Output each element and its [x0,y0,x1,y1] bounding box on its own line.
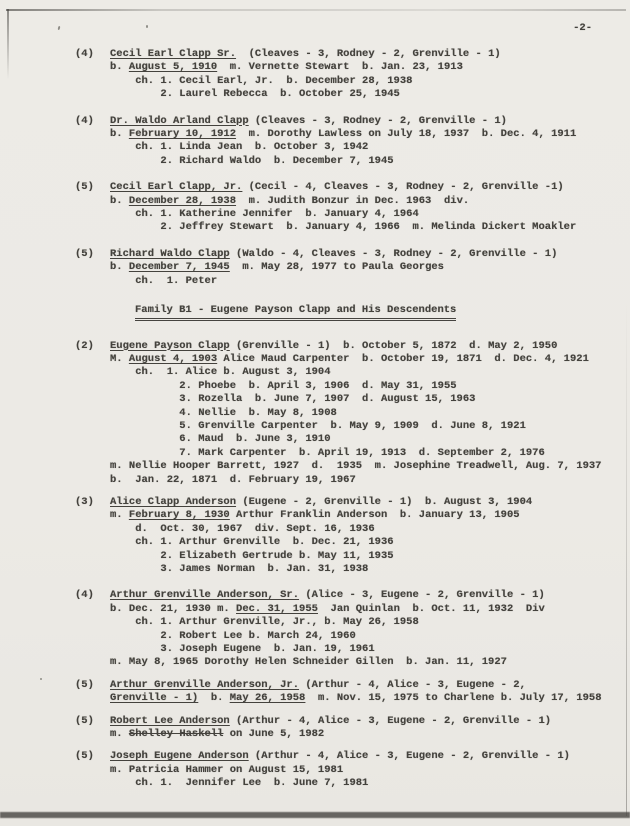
entry-text-line: 3. Rozella b. June 7, 1907 d. August 15, 1963 [110,393,476,406]
entry-text-line: b. February 10, 1912 m. Dorothy Lawless on July 18, 1937 b. Dec. 4, 1911 [110,128,577,141]
underlined-date: August 5, 1910 [128,61,218,74]
lineage-note: (Cecil - 4, Cleaves - 3, Rodney - 2, Grenville -1) [242,181,564,194]
lineage-note: (Alice - 3, Eugene - 2, Grenville - 1) [299,589,545,602]
lineage-note-continued: Grenville - 1) [110,692,199,705]
entry-text-line: ch. 1. Arthur Grenville b. Dec. 21, 1936 [110,536,394,549]
entry-text-line: b. December 7, 1945 m. May 28, 1977 to Paula Georges [110,261,444,274]
entry-text-line: ch. 1. Peter [110,274,218,287]
underlined-date: Dec. 31, 1955 [236,602,318,615]
genealogy-entry [75,340,630,487]
section-heading: Family B1 - Eugene Payson Clapp and His Descendents [135,304,630,320]
entry-headline [110,48,630,61]
entry-headline [110,750,630,763]
entry-text-line: 2. Jeffrey Stewart b. January 4, 1966 m. Melinda Dickert Moakler [110,221,577,234]
lineage-note: (Waldo - 4, Cleaves - 3, Rodney - 2, Grenville - 1) [229,247,558,260]
person-name: Cecil Earl Clapp, Jr. [110,181,243,194]
photocopy-edge-right [626,300,628,816]
person-name: Robert Lee Anderson [110,714,230,727]
entry-headline [110,340,630,353]
photocopy-edge-left [7,9,9,79]
entry-text-line: b. Dec. 21, 1930 m. Dec. 31, 1955 Jan Quinlan b. Oct. 11, 1932 Div [110,602,545,615]
lineage-note: (Cleaves - 3, Rodney - 2, Grenville - 1) [236,48,501,60]
entry-text-line: m. Nellie Hooper Barrett, 1927 d. 1935 m. Josephine Treadwell, Aug. 7, 1937 [110,460,602,473]
entry-text-line: m. Patricia Hammer on August 15, 1981 [110,763,344,776]
entry-text-line: 2. Phoebe b. April 3, 1906 d. May 31, 1955 [110,379,457,392]
entry-headline [110,679,630,692]
person-name: Cecil Earl Clapp Sr. [110,48,237,60]
entry-text-line: 7. Mark Carpenter b. April 19, 1913 d. September 2, 1976 [110,446,545,459]
generation-number: (4) [75,589,94,602]
genealogy-entry [75,589,630,669]
entry-headline [110,248,630,261]
entry-headline [110,181,630,194]
genealogy-entry [75,715,630,742]
generation-number: (3) [75,495,94,508]
generation-number: (5) [75,714,94,727]
lineage-note: (Cleaves - 3, Rodney - 2, Grenville - 1) [248,114,507,127]
entry-text-line: 5. Grenville Carpenter b. May 9, 1909 d. June 8, 1921 [110,419,526,432]
person-name: Arthur Grenville Anderson, Sr. [110,589,300,602]
entry-text-line: 2. Robert Lee b. March 24, 1960 [110,629,356,642]
person-name: Alice Clapp Anderson [110,495,237,508]
entry-text-line: ch. 1. Jennifer Lee b. June 7, 1981 [110,777,369,790]
entry-headline [110,715,630,728]
entry-text-line: 4. Nellie b. May 8, 1908 [110,406,337,419]
generation-number: (4) [75,48,94,60]
entry-text-line: 2. Richard Waldo b. December 7, 1945 [110,154,394,167]
entry-text-line: 2. Elizabeth Gertrude b. May 11, 1935 [110,549,394,562]
photocopy-edge-bottom [0,812,630,818]
entry-text-line: Grenville - 1) b. May 26, 1958 m. Nov. 15, 1975 to Charlene b. July 17, 1958 [110,692,602,705]
entry-text-line: ch. 1. Arthur Grenville, Jr., b. May 26, 1958 [110,616,419,629]
genealogy-entry [75,248,630,288]
genealogy-entry [75,48,630,102]
scan-speck [146,25,148,28]
underlined-date: February 10, 1912 [128,128,237,141]
lineage-note: (Arthur - 4, Alice - 3, Eugene - 2, Grenville - 1) [248,750,570,763]
genealogy-entry [75,115,630,169]
lineage-note: (Eugene - 2, Grenville - 1) b. August 3, 1904 [236,495,533,508]
entry-headline [110,496,630,509]
generation-number: (5) [75,181,94,194]
generation-number: (4) [75,114,94,127]
generation-number: (5) [75,750,94,763]
underlined-date: August 4, 1903 [128,352,218,365]
lineage-note: (Grenville - 1) b. October 5, 1872 d. May 2, 1950 [229,339,558,352]
person-name: Joseph Eugene Anderson [110,750,249,763]
underlined-date: December 28, 1938 [128,194,237,207]
person-name: Richard Waldo Clapp [110,247,230,260]
entry-text-line: b. Jan. 22, 1871 d. February 19, 1967 [110,473,356,486]
entry-text-line: b. August 5, 1910 m. Vernette Stewart b. Jan. 23, 1913 [110,61,463,74]
generation-number: (5) [75,247,94,260]
entry-text-line: ch. 1. Cecil Earl, Jr. b. December 28, 1938 [110,74,413,87]
entry-text-line: b. December 28, 1938 m. Judith Bonzur in Dec. 1963 div. [110,194,470,207]
genealogy-entry [75,679,630,706]
entry-headline [110,115,630,128]
entry-text-line: m. February 8, 1930 Arthur Franklin Anderson b. January 13, 1905 [110,509,520,522]
entry-text-line: ch. 1. Alice b. August 3, 1904 [110,366,331,379]
genealogy-entry [75,750,630,790]
entry-text-line: ch. 1. Linda Jean b. October 3, 1942 [110,141,369,154]
person-name: Arthur Grenville Anderson, Jr. [110,678,300,691]
entry-text-line: 3. Joseph Eugene b. Jan. 19, 1961 [110,643,375,656]
entry-text-line: 3. James Norman b. Jan. 31, 1938 [110,563,369,575]
entry-text-line: m. Shelley Haskell on June 5, 1982 [110,728,325,741]
entry-text-line: d. Oct. 30, 1967 div. Sept. 16, 1936 [110,522,375,535]
page-number: -2- [573,22,592,34]
genealogy-entry [75,496,630,576]
lineage-note: (Arthur - 4, Alice - 3, Eugene - 2, [299,678,526,691]
scan-speck [40,678,42,680]
lineage-note: (Arthur - 4, Alice - 3, Eugene - 2, Grenville - 1) [229,714,552,727]
person-name: Dr. Waldo Arland Clapp [110,114,249,127]
spouse-name: Shelley Haskell [128,728,224,741]
genealogy-entry [75,181,630,235]
photocopy-edge-top [6,9,626,11]
generation-number: (5) [75,678,94,691]
underlined-date: December 7, 1945 [128,261,230,274]
underlined-date: February 8, 1930 [128,509,230,522]
entry-text-line: M. August 4, 1903 Alice Maud Carpenter b. October 19, 1871 d. Dec. 4, 1921 [110,352,589,365]
generation-number: (2) [75,339,94,352]
entry-text-line: ch. 1. Katherine Jennifer b. January 4, 1964 [110,208,419,221]
entry-headline [110,589,630,602]
entry-text-line: 2. Laurel Rebecca b. October 25, 1945 [110,88,400,101]
entry-text-line: 6. Maud b. June 3, 1910 [110,433,331,446]
underlined-date: May 26, 1958 [229,692,306,705]
person-name: Eugene Payson Clapp [110,339,230,352]
entry-text-line: m. May 8, 1965 Dorothy Helen Schneider Gillen b. Jan. 11, 1927 [110,656,507,669]
